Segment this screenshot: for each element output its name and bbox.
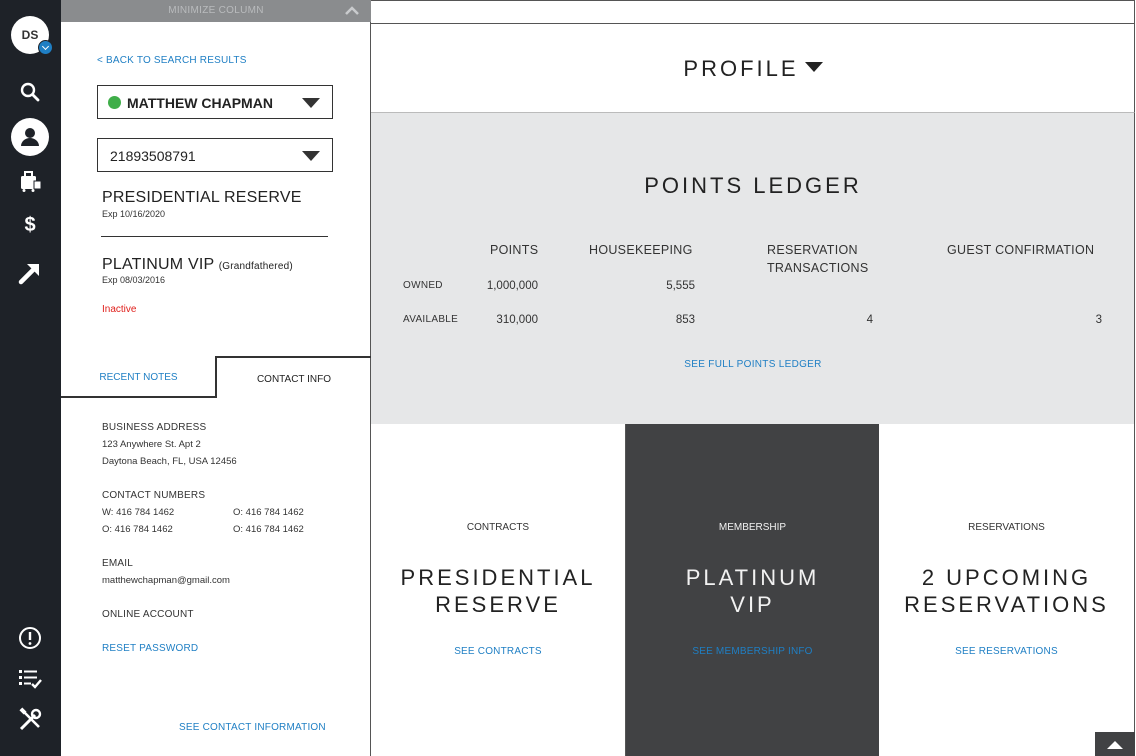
avatar[interactable]: DS [11, 16, 49, 54]
ledger-header-guest-confirmation: GUEST CONFIRMATION [947, 243, 1095, 257]
see-contact-information-link[interactable]: SEE CONTACT INFORMATION [179, 722, 326, 733]
points-ledger [371, 113, 1135, 424]
card-value [626, 564, 879, 618]
membership-card [626, 424, 879, 756]
customer-panel [61, 0, 371, 756]
ledger-available-points: 310,000 [496, 314, 538, 326]
icon-rail [0, 0, 61, 756]
chevron-down-icon [805, 62, 823, 72]
ledger-available-housekeeping: 853 [675, 314, 695, 326]
online-account-label: ONLINE ACCOUNT [102, 609, 194, 620]
email-label: EMAIL [102, 558, 134, 569]
profile-icon[interactable] [11, 118, 49, 156]
avatar-dropdown-icon[interactable] [38, 40, 53, 55]
globe-icon [108, 96, 121, 109]
address-line-2: Daytona Beach, FL, USA 12456 [102, 456, 237, 467]
card-label: MEMBERSHIP [718, 522, 787, 533]
see-full-points-ledger-link[interactable]: SEE FULL POINTS LEDGER [684, 359, 822, 370]
chevron-down-icon [302, 98, 320, 108]
ledger-available-reservation: 4 [866, 314, 873, 326]
card-value-line: PLATINUM [685, 565, 820, 590]
alert-icon[interactable] [15, 623, 45, 653]
phone-other: O: 416 784 1462 [233, 507, 304, 518]
panel-tabs [61, 356, 371, 398]
account-number: 21893508791 [110, 148, 196, 164]
minimize-column-button[interactable] [61, 0, 371, 22]
arrow-icon[interactable] [15, 258, 45, 288]
reservations-card [879, 424, 1135, 756]
see-contracts-link[interactable]: SEE CONTRACTS [454, 646, 542, 657]
program-exp-platinum: Exp 08/03/2016 [102, 275, 166, 285]
dollar-icon[interactable] [15, 209, 45, 239]
ledger-owned-points: 1,000,000 [486, 280, 538, 292]
card-value-line: PRESIDENTIAL [400, 565, 596, 590]
program-title-platinum-text: PLATINUM VIP [102, 256, 215, 273]
ledger-header-reservation: RESERVATION [767, 243, 858, 257]
card-value [879, 564, 1134, 618]
see-reservations-link[interactable]: SEE RESERVATIONS [955, 646, 1058, 657]
customer-name-select[interactable] [97, 85, 333, 119]
ledger-available-guest: 3 [1095, 314, 1102, 326]
tab-recent-notes[interactable]: RECENT NOTES [61, 356, 216, 398]
card-value-line: VIP [730, 592, 775, 617]
account-number-select[interactable] [97, 138, 333, 172]
ledger-header-transactions: TRANSACTIONS [767, 261, 869, 275]
profile-dropdown[interactable] [371, 56, 1135, 82]
luggage-icon[interactable] [15, 167, 45, 197]
reset-password-link[interactable]: RESET PASSWORD [102, 643, 199, 654]
checklist-icon[interactable] [15, 664, 45, 694]
card-value-line: 2 UPCOMING [921, 565, 1092, 590]
phone-work: W: 416 784 1462 [102, 507, 175, 518]
email-value: matthewchapman@gmail.com [102, 575, 230, 586]
card-value-line: RESERVATIONS [904, 592, 1109, 617]
card-label: CONTRACTS [466, 522, 530, 533]
scroll-to-top-button[interactable] [1095, 732, 1135, 756]
ledger-header-points: POINTS [490, 243, 539, 257]
card-value [371, 564, 625, 618]
ledger-row-owned-label: OWNED [403, 280, 443, 291]
status-badge: Inactive [102, 304, 137, 315]
tools-icon[interactable] [15, 705, 45, 735]
phone-other: O: 416 784 1462 [102, 524, 173, 535]
contracts-card [371, 424, 626, 756]
chevron-up-icon [345, 5, 359, 15]
divider [101, 236, 328, 237]
program-title-platinum [102, 256, 293, 274]
program-exp-presidential: Exp 10/16/2020 [102, 209, 166, 219]
ledger-owned-housekeeping: 5,555 [666, 280, 695, 292]
ledger-row-available-label: AVAILABLE [403, 314, 459, 325]
ledger-title: POINTS LEDGER [644, 173, 862, 198]
contact-numbers-label: CONTACT NUMBERS [102, 490, 206, 501]
card-value-line: RESERVE [435, 592, 561, 617]
chevron-up-icon [1095, 732, 1135, 756]
program-subtitle: (Grandfathered) [218, 261, 293, 272]
see-membership-info-link[interactable]: SEE MEMBERSHIP INFO [692, 646, 813, 657]
page-title: PROFILE [683, 56, 799, 81]
phone-other: O: 416 784 1462 [233, 524, 304, 535]
profile-header [371, 24, 1135, 113]
back-to-search-link[interactable]: < BACK TO SEARCH RESULTS [97, 55, 247, 66]
svg-text:$: $ [24, 214, 36, 236]
card-label: RESERVATIONS [968, 522, 1045, 533]
customer-name: MATTHEW CHAPMAN [127, 95, 273, 111]
address-line-1: 123 Anywhere St. Apt 2 [102, 439, 201, 450]
top-bar [371, 0, 1135, 24]
minimize-column-label: MINIMIZE COLUMN [168, 5, 264, 16]
tab-contact-info[interactable]: CONTACT INFO [215, 356, 371, 398]
business-address-label: BUSINESS ADDRESS [102, 422, 207, 433]
program-title-presidential: PRESIDENTIAL RESERVE [102, 189, 302, 206]
chevron-down-icon [302, 151, 320, 161]
ledger-header-housekeeping: HOUSEKEEPING [589, 243, 693, 257]
search-icon[interactable] [15, 77, 45, 107]
